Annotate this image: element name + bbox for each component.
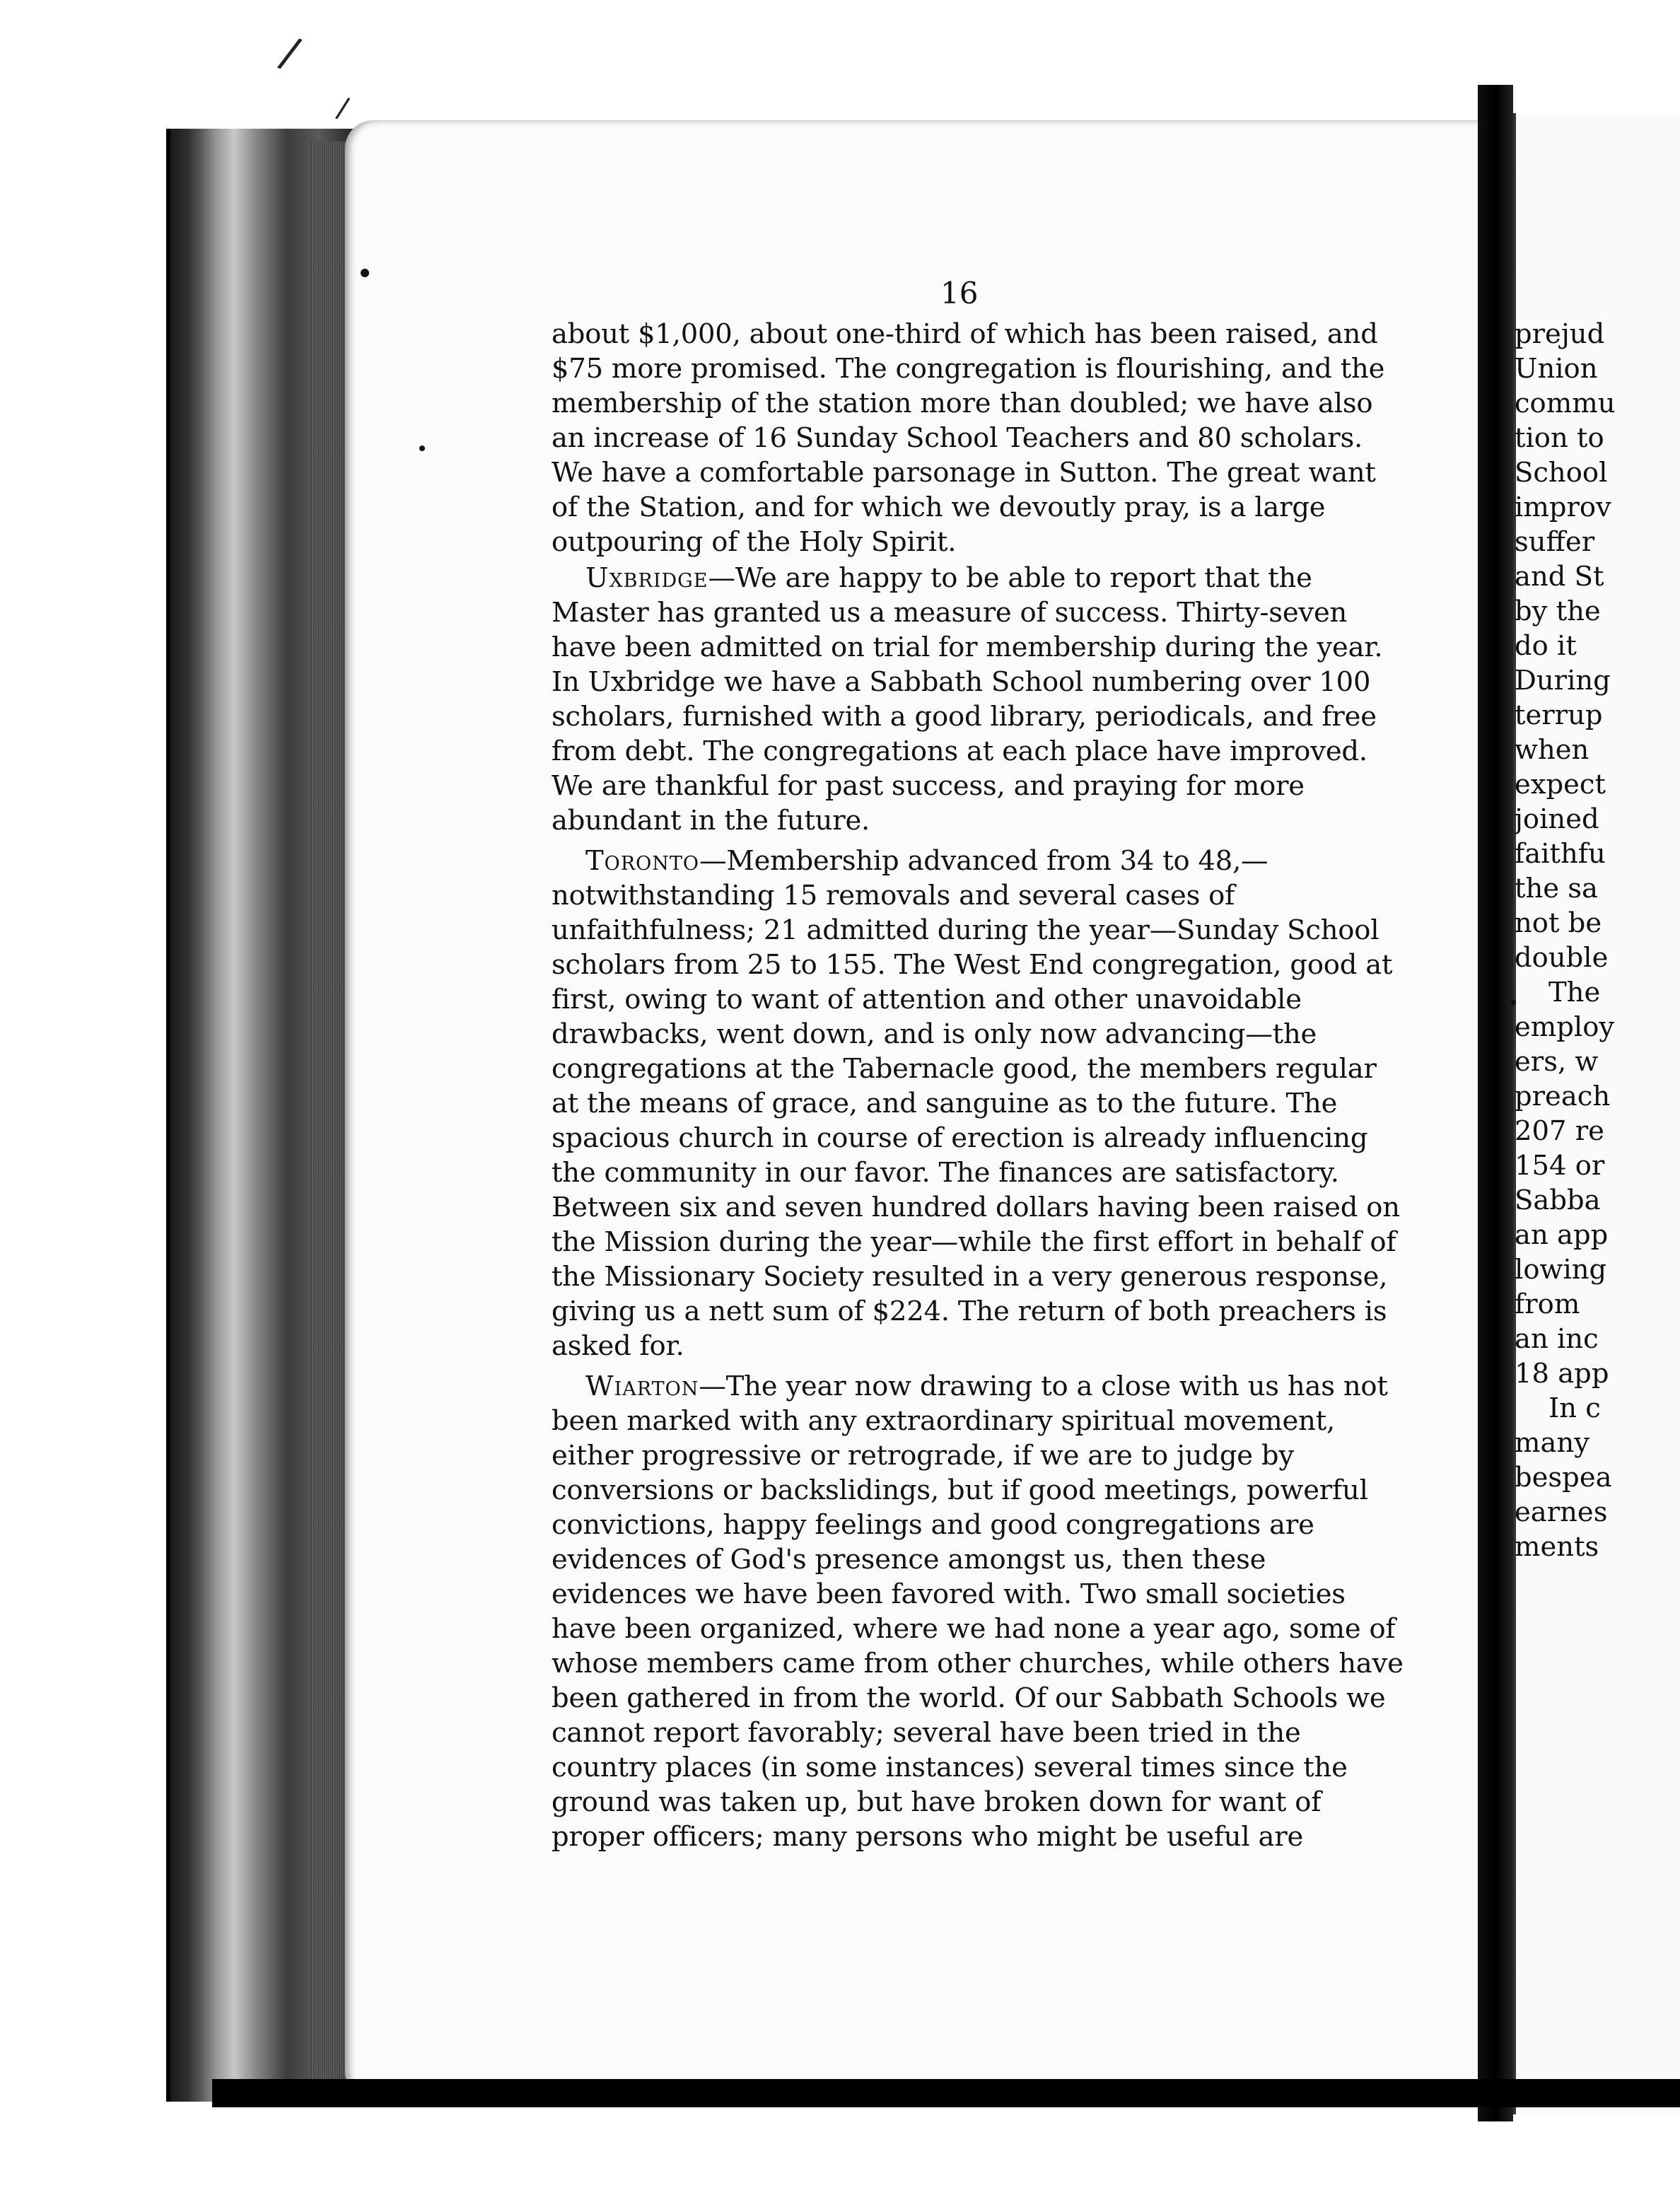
page-body-text — [552, 317, 1407, 1854]
facing-page-text — [1515, 317, 1680, 1564]
facing-line: commu — [1515, 388, 1616, 419]
facing-line: double — [1515, 942, 1609, 974]
paragraph-wiarton — [552, 1369, 1407, 1854]
scan-bottom-edge — [212, 2079, 1680, 2107]
facing-line: employ — [1515, 1011, 1615, 1043]
facing-line: 18 app — [1515, 1358, 1609, 1390]
facing-line: preach — [1515, 1081, 1611, 1112]
paragraph-uxbridge — [552, 561, 1407, 838]
facing-line: The — [1548, 977, 1601, 1008]
facing-line: an inc — [1515, 1323, 1599, 1355]
facing-line: 207 re — [1515, 1115, 1604, 1147]
facing-line: not be — [1515, 907, 1602, 939]
station-heading: Uxbridge — [585, 562, 708, 594]
facing-line: earnes — [1515, 1496, 1608, 1528]
paragraph-toronto — [552, 844, 1407, 1363]
facing-line: Sabba — [1515, 1184, 1601, 1216]
facing-line: and St — [1515, 561, 1604, 593]
paragraph-text: about $1,000, about one-third of which has been raised, and $75 more promised. The congregation is flourishing, and the membership of the station more than doubled; we have also an increase of 16 Sunday School Teachers and 80 scholars. We have a comfortable parsonage in Sutton. The great want of the Station, and for which we devoutly pray, is a large outpouring of the Holy Spirit. — [552, 318, 1385, 558]
facing-line: School — [1515, 457, 1608, 489]
facing-line: bespea — [1515, 1462, 1612, 1494]
scan-margin — [0, 134, 166, 2079]
facing-line: joined — [1515, 803, 1599, 835]
facing-line: tion to — [1515, 422, 1604, 454]
paragraph-text: —The year now drawing to a close with us has not been marked with any extraordinary spiritual movement, either progressive or retrograde, if we are to judge by conversions or backslidings, but if good meetings, powerful convictions, happy feelings and good congregations are evidences of God's presence amongst us, then these evidences we have been favored with. Two small societies have been organized, where we had none a year ago, some of whose members came from other churches, while others have been gathered in from the world. Of our Sabbath Schools we cannot report favorably; several have been tried in the country places (in some instances) several times since the ground was taken up, but have broken down for want of proper officers; many persons who might be useful are — [552, 1370, 1404, 1853]
station-heading: Toronto — [585, 845, 700, 877]
facing-line: In c — [1548, 1392, 1601, 1424]
station-heading: Wiarton — [585, 1370, 699, 1402]
facing-line: 154 or — [1515, 1150, 1605, 1182]
facing-line: many — [1515, 1427, 1590, 1459]
facing-line: ments — [1515, 1531, 1599, 1563]
facing-line: terrup — [1515, 699, 1603, 731]
facing-line: expect — [1515, 769, 1606, 800]
facing-line: from — [1515, 1288, 1580, 1320]
scan-dot — [419, 446, 425, 451]
scan-speck-mark: / — [274, 27, 305, 79]
paragraph-sutton-continued — [552, 317, 1407, 559]
facing-line: an app — [1515, 1219, 1609, 1251]
facing-line: lowing — [1515, 1254, 1607, 1286]
paragraph-text: —Membership advanced from 34 to 48,—notwithstanding 15 removals and several cases of unfaithfulness; 21 admitted during the year—Sunday School scholars from 25 to 155. The West End congregation, good at first, owing to want of attention and other unavoidable drawbacks, went down, and is only now advancing—the congregations at the Tabernacle good, the members regular at the means of grace, and sanguine as to the future. The spacious church in course of erection is already influencing the community in our favor. The finances are satisfactory. Between six and seven hundred dollars having been raised on the Mission during the year—while the first effort in behalf of the Missionary Society resulted in a very generous response, giving us a nett sum of $224. The return of both preachers is asked for. — [552, 845, 1400, 1362]
paragraph-text: —We are happy to be able to report that the Master has granted us a measure of success. Thirty-seven have been admitted on trial for membership during the year. In Uxbridge we have a Sabbath School numbering over 100 scholars, furnished with a good library, periodicals, and free from debt. The congregations at each place have improved. We are thankful for past success, and praying for more abundant in the future. — [552, 562, 1383, 837]
book-gutter — [1478, 85, 1513, 2121]
facing-line: ers, w — [1515, 1046, 1599, 1078]
facing-line: do it — [1515, 630, 1577, 662]
facing-line: improv — [1515, 491, 1611, 523]
facing-line: faithfu — [1515, 838, 1606, 870]
facing-line: Union — [1515, 353, 1598, 385]
facing-line: by the — [1515, 595, 1601, 627]
facing-line: suffer — [1515, 526, 1595, 558]
scan-speck-mark: / — [334, 91, 352, 125]
page-number: 16 — [940, 276, 979, 310]
facing-line: when — [1515, 734, 1589, 766]
scan-dot — [361, 269, 369, 277]
facing-line: prejud — [1515, 318, 1605, 350]
facing-line: the sa — [1515, 873, 1599, 904]
facing-line: During — [1515, 665, 1611, 697]
